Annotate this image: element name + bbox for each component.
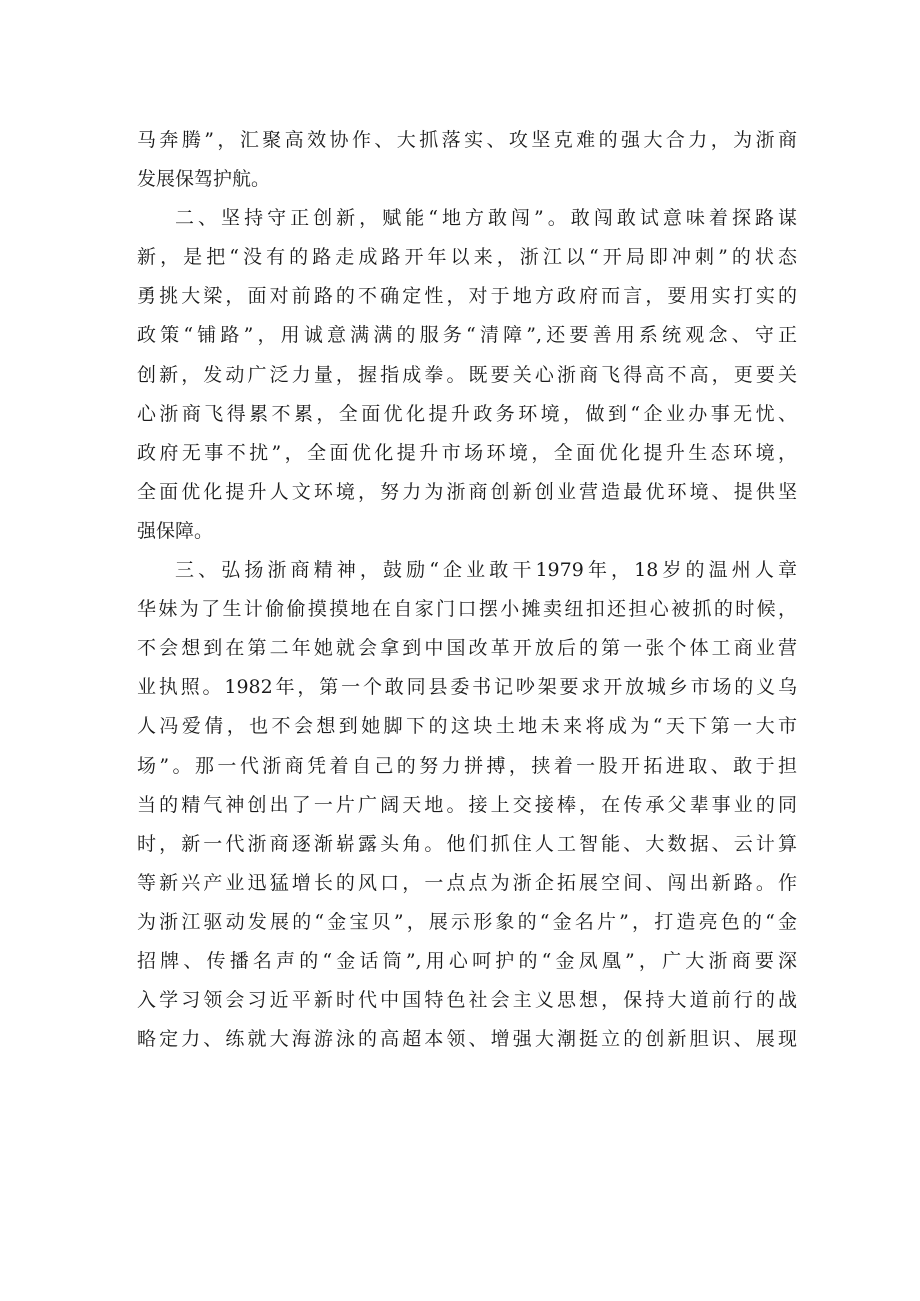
- text-line: 马奔腾”，汇聚高效协作、大抓落实、攻坚克难的强大合力，为浙商: [137, 129, 797, 151]
- text-line: 场”。那一代浙商凭着自己的努力拼搏，挟着一股开拓进取、敢于担: [137, 754, 797, 777]
- text-line: 为浙江驱动发展的“金宝贝”，展示形象的“金名片”，打造亮色的“金: [137, 910, 797, 933]
- text-line: 三、弘扬浙商精神，鼓励“企业敢干1979年，18岁的温州人章: [175, 559, 797, 582]
- text-line: 入学习领会习近平新时代中国特色社会主义思想，保持大道前行的战: [137, 989, 797, 1012]
- text-line: 新，是把“没有的路走成路开年以来，浙江以“开局即冲刺”的状态: [137, 246, 797, 269]
- text-line: 华妹为了生计偷偷摸摸地在自家门口摆小摊卖纽扣还担心被抓的时候，: [137, 598, 797, 621]
- text-line: 政府无事不扰”，全面优化提升市场环境，全面优化提升生态环境，: [137, 441, 797, 464]
- text-line: 心浙商飞得累不累，全面优化提升政务环境，做到“企业办事无忧、: [137, 402, 797, 425]
- text-line: 强保障。: [137, 519, 214, 542]
- paragraph-2: [137, 199, 797, 551]
- text-line: 全面优化提升人文环境，努力为浙商创新创业营造最优环境、提供坚: [137, 480, 797, 503]
- text-line: 不会想到在第二年她就会拿到中国改革开放后的第一张个体工商业营: [137, 637, 797, 660]
- text-line: 等新兴产业迅猛增长的风口，一点点为浙企拓展空间、闯出新路。作: [137, 871, 797, 894]
- paragraph-3: [137, 551, 797, 1059]
- text-line: 创新，发动广泛力量，握指成拳。既要关心浙商飞得高不高，更要关: [137, 363, 797, 386]
- text-line: 二、坚持守正创新，赋能“地方敢闯”。敢闯敢试意味着探路谋: [175, 207, 797, 230]
- text-line: 勇挑大梁，面对前路的不确定性，对于地方政府而言，要用实打实的: [137, 285, 797, 308]
- paragraph-1: [137, 121, 797, 199]
- text-line: 政策“铺路”，用诚意满满的服务“清障”,还要善用系统观念、守正: [137, 324, 797, 347]
- text-line: 发展保驾护航。: [137, 168, 271, 191]
- text-line: 时，新一代浙商逐渐崭露头角。他们抓住人工智能、大数据、云计算: [137, 832, 797, 855]
- text-line: 人冯爱倩，也不会想到她脚下的这块土地未来将成为“天下第一大市: [137, 715, 797, 738]
- text-line: 略定力、练就大海游泳的高超本领、增强大潮挺立的创新胆识、展现: [137, 1028, 797, 1051]
- text-line: 业执照。1982年，第一个敢同县委书记吵架要求开放城乡市场的义乌: [137, 676, 797, 699]
- body-text: [137, 121, 797, 1059]
- text-line: 当的精气神创出了一片广阔天地。接上交接棒，在传承父辈事业的同: [137, 793, 797, 816]
- text-line: 招牌、传播名声的“金话筒”,用心呵护的“金凤凰”，广大浙商要深: [137, 949, 797, 972]
